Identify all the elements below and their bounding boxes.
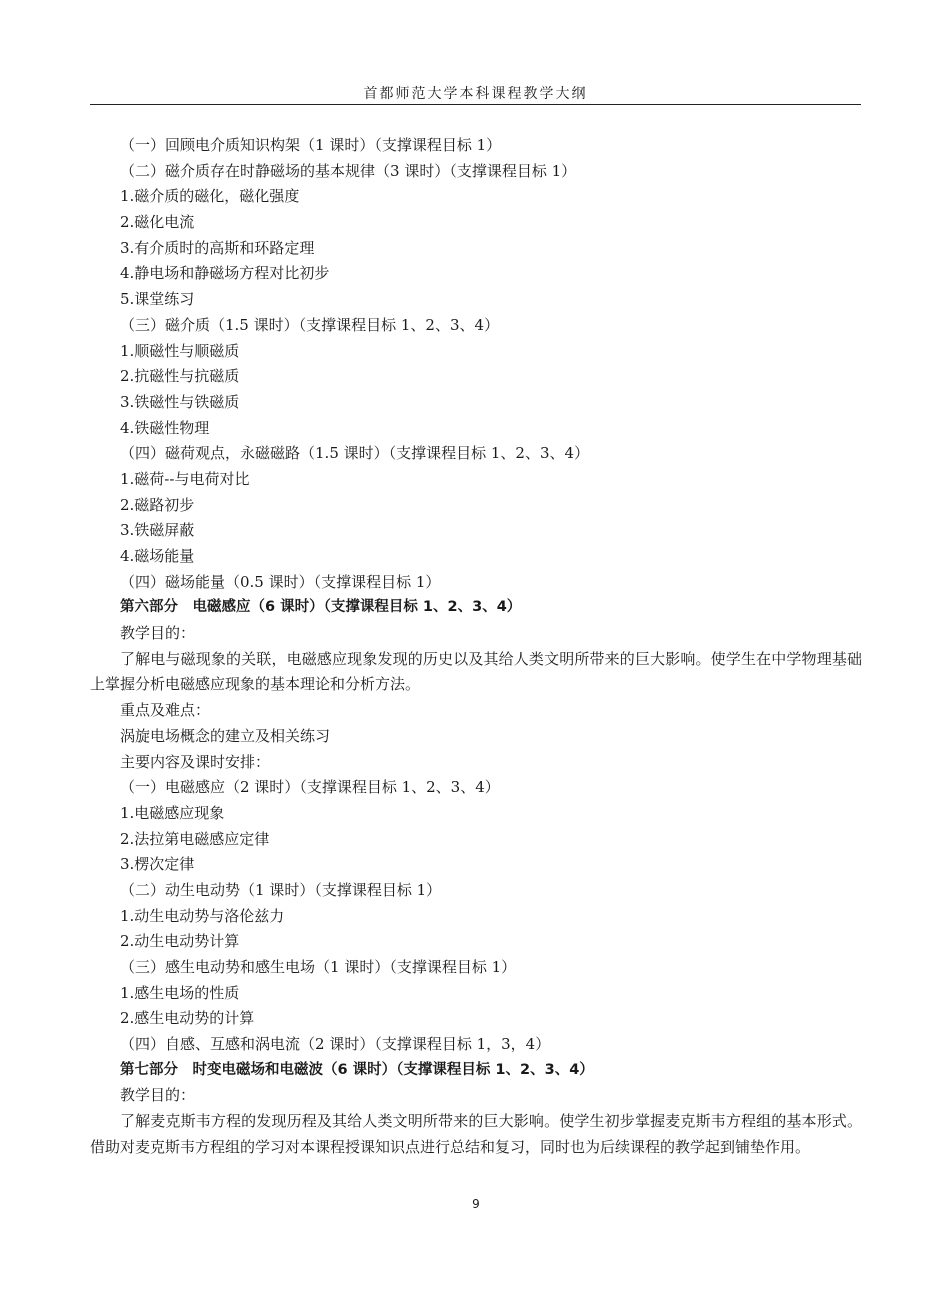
page-header: 首都师范大学本科课程教学大纲	[363, 86, 588, 102]
paragraph: 了解电与磁现象的关联，电磁感应现象发现的历史以及其给人类文明所带来的巨大影响。使学生在中学物理基础上掌握分析电磁感应现象的基本理论和分析方法。	[90, 649, 862, 694]
section-heading: （四）磁荷观点，永磁磁路（1.5 课时）（支撑课程目标 1、2、3、4）	[120, 444, 590, 463]
label: 重点及难点：	[120, 701, 211, 720]
list-item: 2.动生电动势计算	[120, 932, 240, 951]
part-heading: 第六部分 电磁感应（6 课时）（支撑课程目标 1、2、3、4）	[120, 599, 522, 616]
section-heading: （四）自感、互感和涡电流（2 课时）（支撑课程目标 1，3，4）	[120, 1035, 551, 1054]
list-item: 1.电磁感应现象	[120, 803, 225, 822]
list-item: 1.顺磁性与顺磁质	[120, 341, 240, 360]
label: 教学目的：	[120, 1086, 196, 1105]
list-item: 2.感生电动势的计算	[120, 1009, 255, 1028]
section-heading: （二）磁介质存在时静磁场的基本规律（3 课时）（支撑课程目标 1）	[120, 161, 577, 180]
paragraph: 了解麦克斯韦方程的发现历程及其给人类文明所带来的巨大影响。使学生初步掌握麦克斯韦方程组的基本形式。借助对麦克斯韦方程组的学习对本课程授课知识点进行总结和复习，同时也为后续课程的教学起到铺垫作用。	[90, 1112, 862, 1156]
page-content	[90, 133, 862, 1161]
list-item: 3.楞次定律	[120, 855, 195, 874]
section-heading: （一）回顾电介质知识构架（1 课时）（支撑课程目标 1）	[120, 136, 502, 154]
list-item: 1.磁荷--与电荷对比	[120, 469, 250, 488]
part-heading: 第七部分 时变电磁场和电磁波（6 课时）（支撑课程目标 1、2、3、4）	[120, 1061, 594, 1078]
label: 教学目的：	[120, 624, 196, 643]
section-heading: （二）动生电动势（1 课时）（支撑课程目标 1）	[120, 880, 442, 899]
list-item: 5.课堂练习	[120, 290, 195, 309]
list-item: 3.铁磁屏蔽	[120, 521, 195, 540]
list-item: 4.磁场能量	[120, 547, 195, 565]
list-item: 2.磁化电流	[120, 213, 195, 232]
text-line: 涡旋电场概念的建立及相关练习	[120, 726, 331, 745]
section-heading: （一）电磁感应（2 课时）（支撑课程目标 1、2、3、4）	[120, 778, 500, 797]
list-item: 2.法拉第电磁感应定律	[120, 829, 270, 848]
section-heading: （三）磁介质（1.5 课时）（支撑课程目标 1、2、3、4）	[120, 315, 500, 334]
section-heading: （四）磁场能量（0.5 课时）（支撑课程目标 1）	[120, 572, 441, 591]
list-item: 1.感生电场的性质	[120, 983, 240, 1002]
list-item: 1.动生电动势与洛伦兹力	[120, 906, 285, 925]
section-heading: （三）感生电动势和感生电场（1 课时）（支撑课程目标 1）	[120, 958, 517, 977]
list-item: 2.磁路初步	[120, 495, 195, 514]
page-number: 9	[472, 1197, 480, 1211]
list-item: 2.抗磁性与抗磁质	[120, 367, 240, 386]
list-item: 4.静电场和静磁场方程对比初步	[120, 264, 330, 283]
list-item: 1.磁介质的磁化，磁化强度	[120, 187, 300, 206]
label: 主要内容及课时安排：	[120, 752, 271, 771]
header-rule	[90, 104, 861, 105]
list-item: 3.铁磁性与铁磁质	[120, 392, 240, 411]
list-item: 4.铁磁性物理	[120, 418, 210, 437]
list-item: 3.有介质时的高斯和环路定理	[120, 238, 315, 257]
